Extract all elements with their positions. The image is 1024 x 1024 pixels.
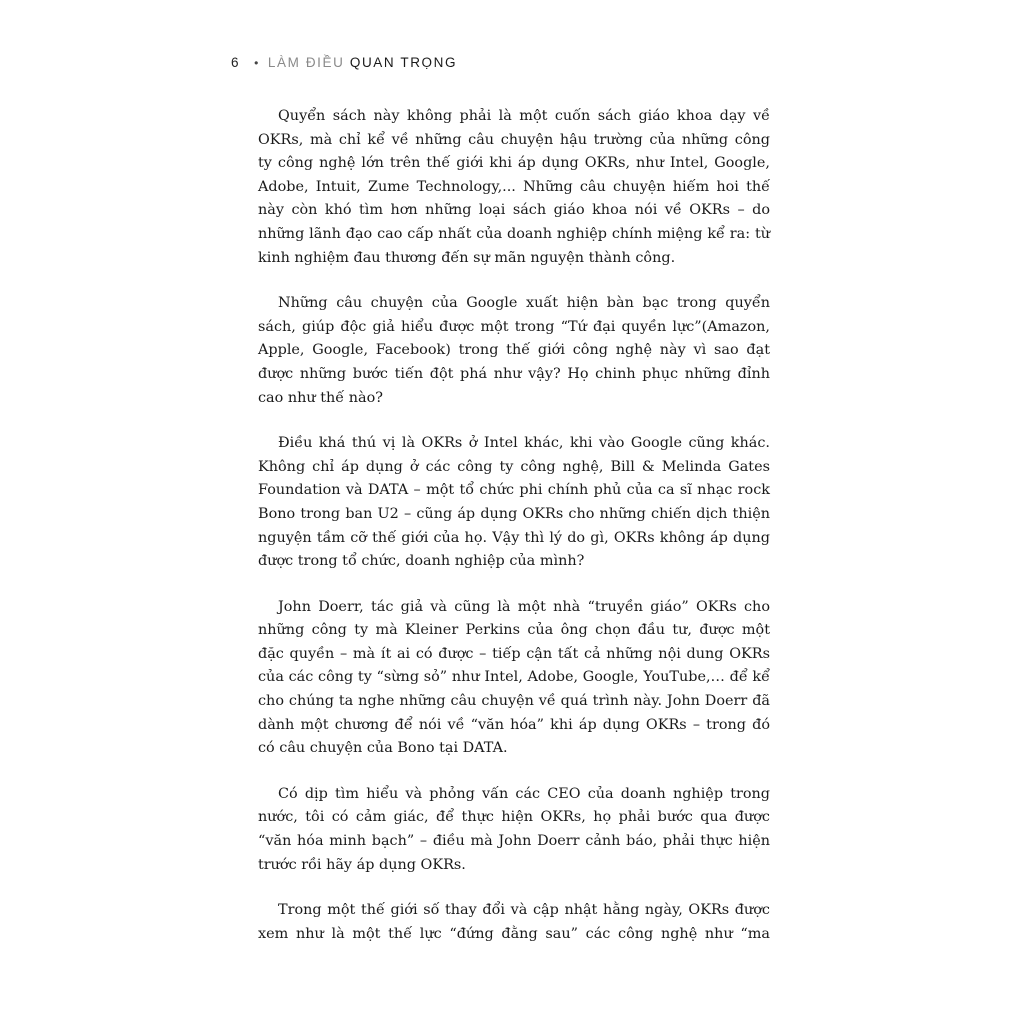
text-line: được những bước tiến đột phá như vậy? Họ chinh phục những đỉnh xyxy=(258,365,770,382)
text-line: Những câu chuyện của Google xuất hiện bàn bạc trong quyển xyxy=(278,295,770,312)
text-line: Điều khá thú vị là OKRs ở Intel khác, khi vào Google cũng khác. xyxy=(278,435,770,452)
page-number: 6 xyxy=(231,55,241,70)
text-line: kinh nghiệm đau thương đến sự mãn nguyện thành công. xyxy=(258,249,676,266)
text-line: cho chúng ta nghe những câu chuyện về quá trình này. John Doerr đã xyxy=(258,693,770,710)
running-head xyxy=(231,55,457,70)
text-line: Apple, Google, Facebook) trong thế giới công nghệ này vì sao đạt xyxy=(258,342,770,359)
text-line: được trong tổ chức, doanh nghiệp của mình? xyxy=(258,553,585,570)
text-line: nước, tôi có cảm giác, để thực hiện OKRs, họ phải bước qua được xyxy=(258,809,770,826)
paragraph-3 xyxy=(258,432,770,574)
text-line: đặc quyền – mà ít ai có được – tiếp cận tất cả những nội dung OKRs xyxy=(258,645,770,662)
running-head-title-part1: LÀM ĐIỀU xyxy=(267,55,345,70)
paragraph-4 xyxy=(258,596,770,761)
paragraph-1 xyxy=(258,105,770,270)
paragraph-5 xyxy=(258,783,770,877)
text-line: Adobe, Intuit, Zume Technology,... Những câu chuyện hiếm hoi thế xyxy=(258,178,770,195)
text-line: có câu chuyện của Bono tại DATA. xyxy=(258,740,508,757)
text-line: “văn hóa minh bạch” – điều mà John Doerr cảnh báo, phải thực hiện xyxy=(258,833,770,850)
text-line: này còn khó tìm hơn những loại sách giáo khoa nói về OKRs – do xyxy=(258,202,770,219)
text-line: xem như là một thế lực “đứng đằng sau” các công nghệ như “ma xyxy=(258,925,770,942)
text-line: Trong một thế giới số thay đổi và cập nhật hằng ngày, OKRs được xyxy=(278,902,770,919)
text-line: John Doerr, tác giả và cũng là một nhà “truyền giáo” OKRs cho xyxy=(278,598,770,615)
text-line: Có dịp tìm hiểu và phỏng vấn các CEO của doanh nghiệp trong xyxy=(278,785,770,802)
body-text xyxy=(258,105,770,968)
text-line: Bono trong ban U2 – cũng áp dụng OKRs cho những chiến dịch thiện xyxy=(258,505,770,522)
text-line: những công ty mà Kleiner Perkins của ông chọn đầu tư, được một xyxy=(258,622,770,639)
text-line: Quyển sách này không phải là một cuốn sách giáo khoa dạy về xyxy=(278,108,770,124)
paragraph-2 xyxy=(258,292,770,410)
bullet-separator: • xyxy=(254,56,260,70)
text-line: ty công nghệ lớn trên thế giới khi áp dụng OKRs, như Intel, Google, xyxy=(258,155,770,172)
text-line: cao như thế nào? xyxy=(258,389,383,406)
text-line: những lãnh đạo cao cấp nhất của doanh nghiệp chính miệng kể ra: từ xyxy=(258,225,770,242)
text-line: dành một chương để nói về “văn hóa” khi áp dụng OKRs – trong đó xyxy=(258,716,770,733)
text-line: Không chỉ áp dụng ở các công ty công nghệ, Bill & Melinda Gates xyxy=(258,458,770,475)
text-line: OKRs, mà chỉ kể về những câu chuyện hậu trường của những công xyxy=(258,131,770,148)
paragraph-6 xyxy=(258,899,770,946)
running-head-title-part2: QUAN TRỌNG xyxy=(349,55,458,70)
text-line: của các công ty “sừng sỏ” như Intel, Adobe, Google, YouTube,… để kể xyxy=(258,669,770,686)
text-line: Foundation và DATA – một tổ chức phi chính phủ của ca sĩ nhạc rock xyxy=(258,482,770,499)
text-line: nguyện tầm cỡ thế giới của họ. Vậy thì lý do gì, OKRs không áp dụng xyxy=(258,529,770,546)
text-line: trước rồi hãy áp dụng OKRs. xyxy=(258,856,466,873)
text-line: sách, giúp độc giả hiểu được một trong “Tứ đại quyền lực”(Amazon, xyxy=(258,318,770,335)
